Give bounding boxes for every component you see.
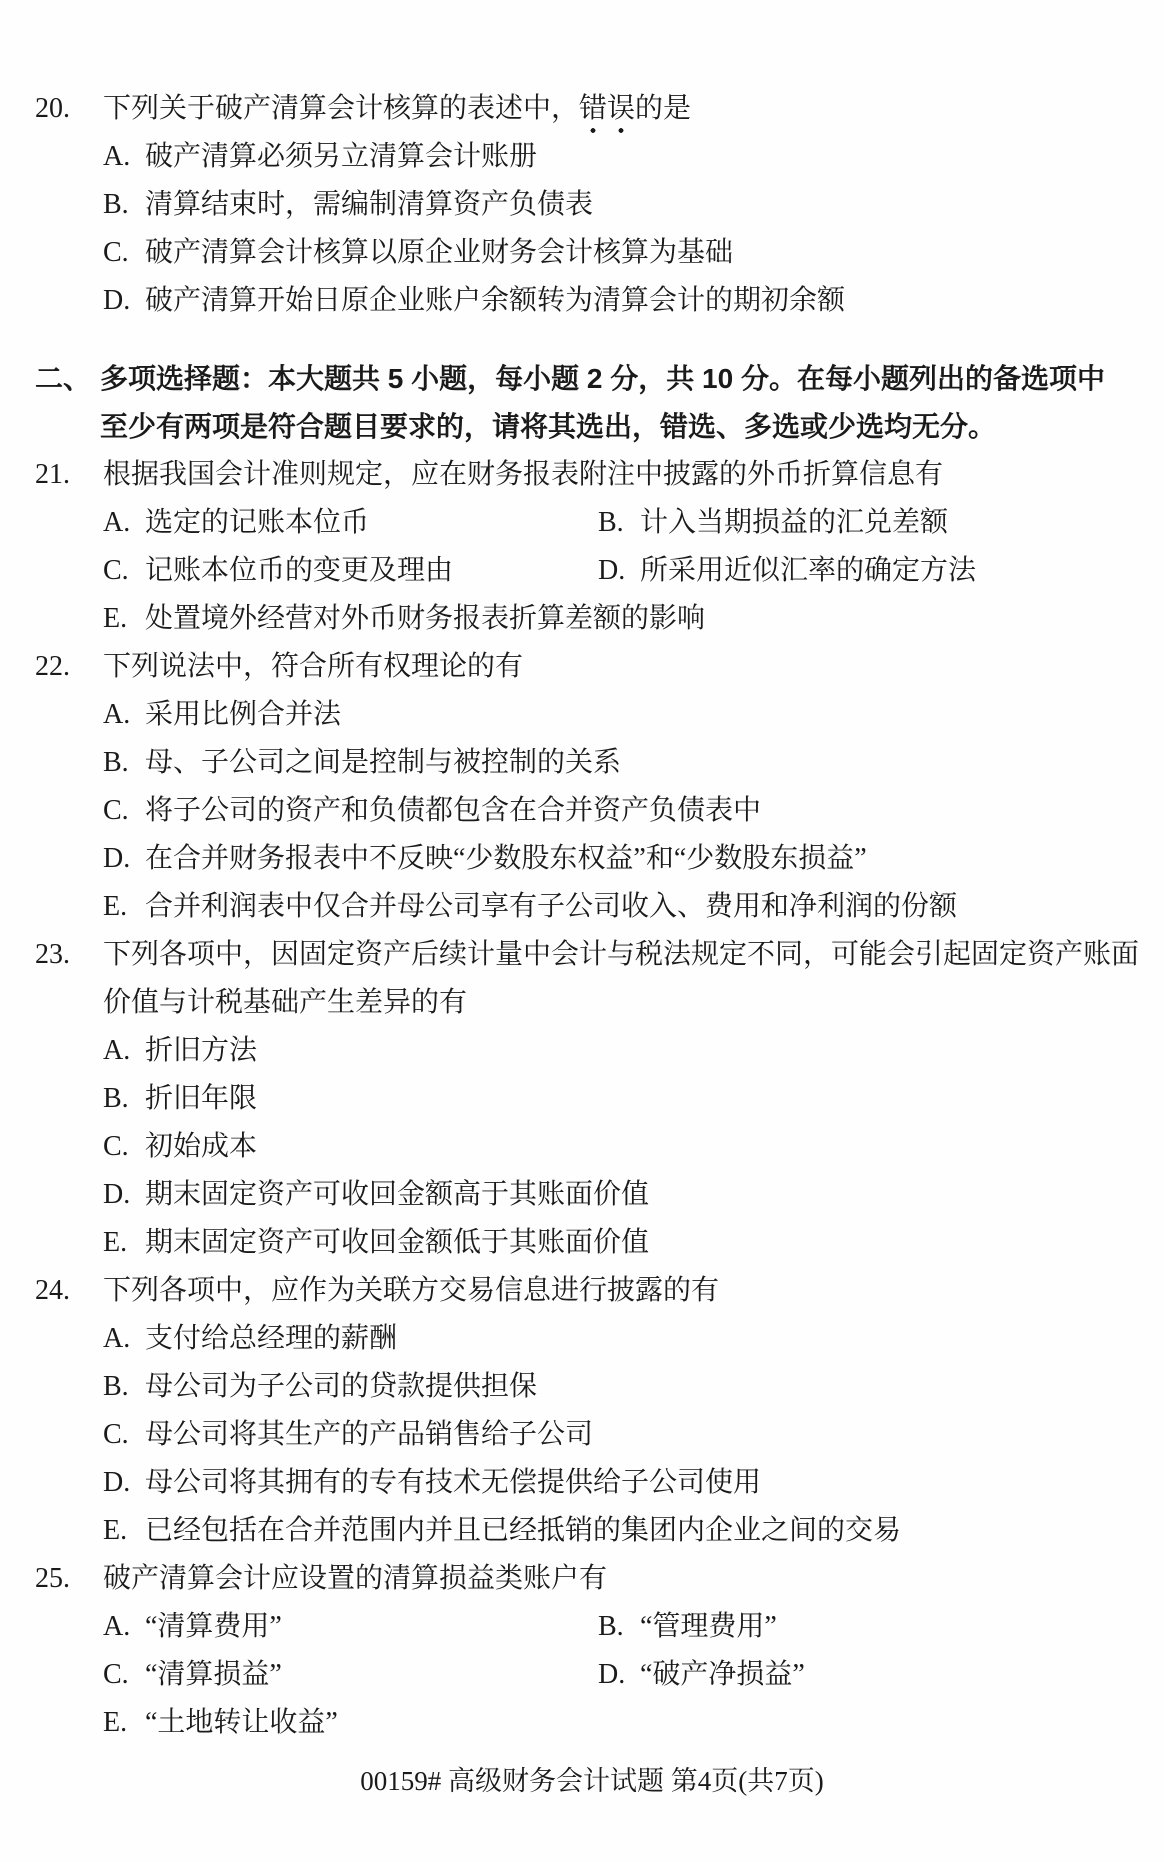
option-line: [103, 499, 598, 547]
option-label: E.: [103, 1227, 128, 1258]
option-text: 期末固定资产可收回金额高于其账面价值: [145, 1179, 650, 1210]
option-row: [103, 499, 1149, 547]
option-line: [103, 1219, 1149, 1267]
option-label: D.: [103, 1467, 131, 1498]
section-heading: [35, 355, 1149, 451]
option-text: 母公司为子公司的贷款提供担保: [145, 1371, 538, 1402]
option-row: [103, 1603, 1149, 1651]
option-line: [103, 739, 1149, 787]
page-footer: 00159# 高级财务会计试题 第4页(共7页): [360, 1766, 824, 1796]
option-text: 折旧年限: [145, 1083, 258, 1114]
question-25: [35, 1555, 1149, 1747]
question-stem: 下列说法中，符合所有权理论的有: [103, 651, 524, 682]
question-22: [35, 643, 1149, 931]
option-text: 母公司将其拥有的专有技术无偿提供给子公司使用: [145, 1467, 762, 1498]
option-label: A.: [103, 507, 131, 538]
option-line: [103, 1123, 1149, 1171]
option-label: C.: [103, 1131, 129, 1162]
option-text: 破产清算必须另立清算会计账册: [145, 141, 538, 172]
option-text: 清算结束时，需编制清算资产负债表: [145, 189, 594, 220]
option-line: [103, 277, 1149, 325]
option-text: 已经包括在合并范围内并且已经抵销的集团内企业之间的交易: [145, 1515, 902, 1546]
option-line: [598, 499, 948, 547]
option-text: 记账本位币的变更及理由: [145, 555, 454, 586]
option-line: [103, 1315, 1149, 1363]
option-line: [103, 835, 1149, 883]
question-stem: 下列各项中，应作为关联方交易信息进行披露的有: [103, 1275, 720, 1306]
option-text: 计入当期损益的汇兑差额: [640, 507, 949, 538]
option-line: [598, 1651, 805, 1699]
option-label: B.: [103, 1083, 129, 1114]
option-text: 在合并财务报表中不反映“少数股东权益”和“少数股东损益”: [145, 843, 867, 874]
option-label: C.: [103, 237, 129, 268]
option-line: [103, 1075, 1149, 1123]
option-text: 母公司将其生产的产品销售给子公司: [145, 1419, 594, 1450]
section-heading-line2: 至少有两项是符合题目要求的，请将其选出，错选、多选或少选均无分。: [100, 411, 997, 442]
stem-emphasized-text: 错误: [579, 93, 635, 134]
option-line: [103, 1651, 598, 1699]
option-line: [598, 547, 976, 595]
section-marker: 二、: [35, 363, 92, 394]
question-number: 24.: [35, 1275, 70, 1306]
question-number: 20.: [35, 93, 70, 124]
option-line: [103, 883, 1149, 931]
option-text: “清算费用”: [145, 1611, 282, 1642]
option-line: [103, 1027, 1149, 1075]
option-text: 折旧方法: [145, 1035, 258, 1066]
option-line: [103, 547, 598, 595]
option-text: “管理费用”: [640, 1611, 777, 1642]
option-label: D.: [103, 1179, 131, 1210]
option-line: [598, 1603, 777, 1651]
option-label: D.: [103, 843, 131, 874]
option-line: [103, 133, 1149, 181]
option-line: [103, 595, 1149, 643]
option-label: B.: [103, 189, 129, 220]
question-stem: 下列各项中，因固定资产后续计量中会计与税法规定不同，可能会引起固定资产账面价值与计税基础产生差异的有: [103, 939, 1140, 1018]
question-stem: [103, 85, 1146, 133]
option-text: 处置境外经营对外币财务报表折算差额的影响: [145, 603, 706, 634]
option-label: A.: [103, 1323, 131, 1354]
question-23: [35, 931, 1149, 1267]
question-stem: 根据我国会计准则规定，应在财务报表附注中披露的外币折算信息有: [103, 459, 944, 490]
option-text: 期末固定资产可收回金额低于其账面价值: [145, 1227, 650, 1258]
option-text: “破产净损益”: [640, 1659, 805, 1690]
option-label: B.: [103, 747, 129, 778]
question-number: 25.: [35, 1563, 70, 1594]
question-20: [35, 85, 1149, 325]
option-row: [103, 1651, 1149, 1699]
option-label: E.: [103, 603, 128, 634]
option-label: C.: [103, 1659, 129, 1690]
option-line: [103, 1171, 1149, 1219]
option-line: [103, 1507, 1149, 1555]
option-text: 合并利润表中仅合并母公司享有子公司收入、费用和净利润的份额: [145, 891, 958, 922]
option-line: [103, 229, 1149, 277]
option-label: D.: [103, 285, 131, 316]
option-label: A.: [103, 1035, 131, 1066]
option-label: C.: [103, 555, 129, 586]
question-number: 22.: [35, 651, 70, 682]
option-text: 初始成本: [145, 1131, 258, 1162]
option-label: C.: [103, 795, 129, 826]
option-text: “清算损益”: [145, 1659, 282, 1690]
option-text: “土地转让收益”: [145, 1707, 338, 1738]
option-line: [103, 691, 1149, 739]
stem-text: 下列关于破产清算会计核算的表述中，: [103, 93, 580, 124]
option-text: 采用比例合并法: [145, 699, 342, 730]
option-label: C.: [103, 1419, 129, 1450]
option-line: [103, 1699, 1149, 1747]
option-label: D.: [598, 1659, 626, 1690]
option-line: [103, 1603, 598, 1651]
stem-text: 的是: [635, 93, 692, 124]
option-line: [103, 1459, 1149, 1507]
option-text: 支付给总经理的薪酬: [145, 1323, 398, 1354]
question-stem: 破产清算会计应设置的清算损益类账户有: [103, 1563, 608, 1594]
option-line: [103, 1363, 1149, 1411]
option-label: B.: [103, 1371, 129, 1402]
option-row: [103, 547, 1149, 595]
option-label: E.: [103, 891, 128, 922]
option-text: 将子公司的资产和负债都包含在合并资产负债表中: [145, 795, 762, 826]
option-text: 所采用近似汇率的确定方法: [640, 555, 977, 586]
option-label: A.: [103, 699, 131, 730]
option-line: [103, 1411, 1149, 1459]
question-number: 21.: [35, 459, 70, 490]
option-text: 选定的记账本位币: [145, 507, 370, 538]
option-text: 破产清算开始日原企业账户余额转为清算会计的期初余额: [145, 285, 846, 316]
option-line: [103, 181, 1149, 229]
question-24: [35, 1267, 1149, 1555]
question-21: [35, 451, 1149, 643]
option-label: D.: [598, 555, 626, 586]
option-label: E.: [103, 1707, 128, 1738]
section-heading-line1: 多项选择题：本大题共 5 小题，每小题 2 分，共 10 分。在每小题列出的备选项中: [100, 363, 1105, 394]
option-label: A.: [103, 141, 131, 172]
option-label: B.: [598, 1611, 624, 1642]
option-label: A.: [103, 1611, 131, 1642]
option-label: E.: [103, 1515, 128, 1546]
question-number: 23.: [35, 939, 70, 970]
option-line: [103, 787, 1149, 835]
option-text: 破产清算会计核算以原企业财务会计核算为基础: [145, 237, 734, 268]
option-text: 母、子公司之间是控制与被控制的关系: [145, 747, 622, 778]
option-label: B.: [598, 507, 624, 538]
